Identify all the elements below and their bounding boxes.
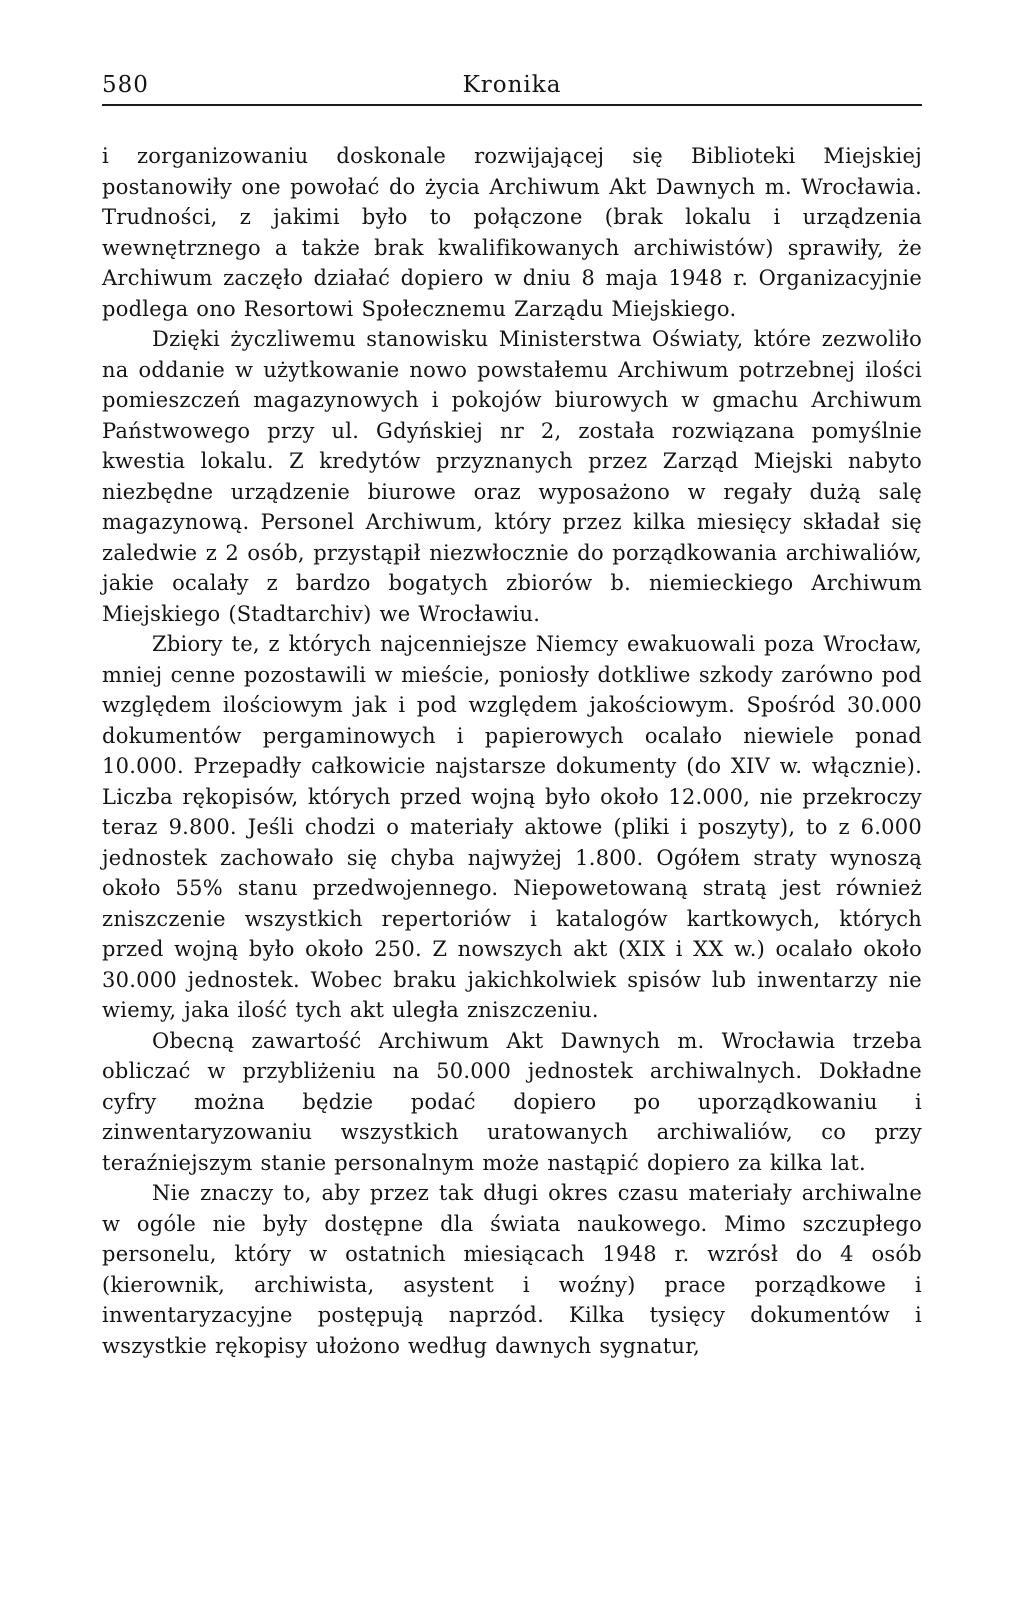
body-text bbox=[102, 141, 922, 1361]
paragraph-2: Dzięki życzliwemu stanowisku Ministerstwa Oświaty, które zezwoliło na oddanie w użytkowanie nowo powstałemu Archiwum potrzebnej ilości pomieszczeń magazynowych i pokojów biurowych w gmachu Archiwum Państwowego przy ul. Gdyńskiej nr 2, została rozwiązana pomyślnie kwestia lokalu. Z kredytów przyznanych przez Zarząd Miejski nabyto niezbędne urządzenie biurowe oraz wyposażono w regały dużą salę magazynową. Personel Archiwum, który przez kilka miesięcy składał się zaledwie z 2 osób, przystąpił niezwłocznie do porządkowania archiwaliów, jakie ocalały z bardzo bogatych zbiorów b. niemieckiego Archiwum Miejskiego (Stadtarchiv) we Wrocławiu. bbox=[102, 327, 922, 626]
header-rule bbox=[102, 104, 922, 106]
paragraph-3: Zbiory te, z których najcenniejsze Niemcy ewakuowali poza Wrocław, mniej cenne pozostawili w mieście, poniosły dotkliwe szkody zarówno pod względem ilościowym jak i pod względem jakościowym. Spośród 30.000 dokumentów pergaminowych i papierowych ocalało niewiele ponad 10.000. Przepadły całkowicie najstarsze dokumenty (do XIV w. włącznie). Liczba rękopisów, których przed wojną było około 12.000, nie przekroczy teraz 9.800. Jeśli chodzi o materiały aktowe (pliki i poszyty), to z 6.000 jednostek zachowało się chyba najwyżej 1.800. Ogółem straty wynoszą około 55% stanu przedwojennego. Niepowetowaną stratą jest również zniszczenie wszystkich repertoriów i katalogów kartkowych, których przed wojną było około 250. Z nowszych akt (XIX i XX w.) ocalało około 30.000 jednostek. Wobec braku jakichkolwiek spisów lub inwentarzy nie wiemy, jaka ilość tych akt uległa zniszczeniu. bbox=[102, 632, 922, 1022]
page bbox=[102, 0, 922, 1598]
running-head bbox=[102, 72, 922, 108]
page-number: 580 bbox=[102, 72, 149, 98]
paragraph-4: Obecną zawartość Archiwum Akt Dawnych m. Wrocławia trzeba obliczać w przybliżeniu na 50.000 jednostek archiwalnych. Dokładne cyfry można będzie podać dopiero po uporządkowaniu i zinwentaryzowaniu wszystkich uratowanych archiwaliów, co przy teraźniejszym stanie personalnym może nastąpić dopiero za kilka lat. bbox=[102, 1028, 922, 1175]
paragraph-5: Nie znaczy to, aby przez tak długi okres czasu materiały archiwalne w ogóle nie były dostępne dla świata naukowego. Mimo szczupłego personelu, który w ostatnich miesiącach 1948 r. wzrósł do 4 osób (kierownik, archiwista, asystent i woźny) prace porządkowe i inwentaryzacyjne postępują naprzód. Kilka tysięcy dokumentów i wszystkie rękopisy ułożono według dawnych sygnatur, bbox=[102, 1181, 922, 1358]
paragraph-1: i zorganizowaniu doskonale rozwijającej się Biblioteki Miejskiej postanowiły one powołać do życia Archiwum Akt Dawnych m. Wrocławia. Trudności, z jakimi było to połączone (brak lokalu i urządzenia wewnętrznego a także brak kwalifikowanych archiwistów) sprawiły, że Archiwum zaczęło działać dopiero w dniu 8 maja 1948 r. Organizacyjnie podlega ono Resortowi Społecznemu Zarządu Miejskiego. bbox=[102, 144, 922, 321]
running-title: Kronika bbox=[462, 72, 562, 98]
